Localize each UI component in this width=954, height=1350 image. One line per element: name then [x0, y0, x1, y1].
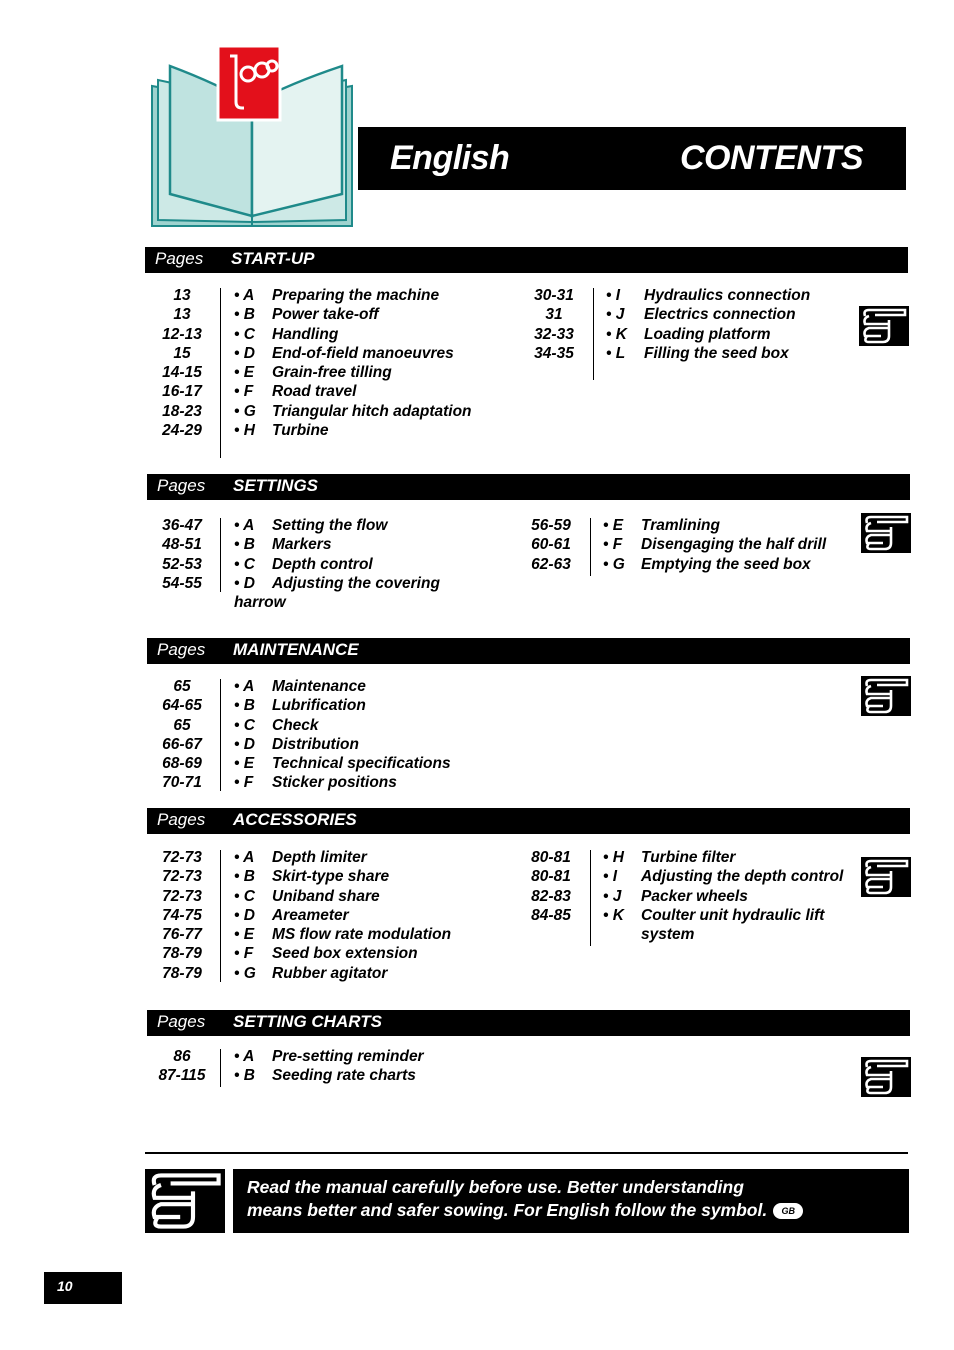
toc-letter: • E — [234, 364, 255, 382]
toc-text: Adjusting the depth control — [641, 868, 844, 886]
page-number — [44, 1272, 122, 1304]
toc-pages: 72-73 — [162, 887, 202, 905]
toc-pages: 80-81 — [531, 849, 571, 866]
toc-entry[interactable] — [234, 887, 451, 906]
toc-text: Tramlining — [641, 517, 720, 534]
toc-text: Depth limiter — [272, 849, 367, 866]
toc-entry[interactable] — [234, 516, 440, 535]
toc-pages: 62-63 — [531, 555, 571, 573]
toc-pages: 76-77 — [162, 926, 202, 944]
page-number-text: 10 — [57, 1278, 73, 1294]
toc-pages: 13 — [173, 306, 191, 324]
toc-text: Packer wheels — [641, 887, 748, 905]
toc-text: Lubrification — [272, 697, 366, 715]
toc-pages: 68-69 — [162, 755, 202, 773]
footer-line-1: Read the manual carefully before use. Better understanding — [247, 1177, 744, 1197]
entries-column — [234, 516, 440, 612]
toc-text: Uniband share — [272, 887, 380, 905]
toc-entry[interactable] — [234, 925, 451, 944]
toc-pages: 32-33 — [534, 325, 574, 343]
column-divider — [220, 850, 221, 982]
toc-text: Check — [272, 716, 319, 734]
toc-entry[interactable] — [234, 325, 472, 344]
toc-pages: 65 — [173, 678, 191, 695]
toc-pages: 54-55 — [162, 574, 202, 592]
toc-pages: 74-75 — [162, 906, 202, 924]
toc-letter: • G — [234, 964, 256, 982]
toc-text: Rubber agitator — [272, 964, 388, 982]
toc-letter: • D — [234, 344, 255, 362]
toc-letter: • E — [234, 926, 255, 944]
column-divider — [220, 1049, 221, 1087]
toc-pages: 65 — [173, 716, 191, 734]
section-header-accessories — [147, 808, 910, 834]
pages-label: Pages — [157, 810, 206, 829]
column-divider — [220, 288, 221, 458]
toc-letter: • D — [234, 906, 255, 924]
pages-label: Pages — [157, 640, 206, 659]
toc-pages: 72-73 — [162, 868, 202, 886]
toc-text: Seeding rate charts — [272, 1067, 416, 1085]
toc-pages: 31 — [545, 306, 563, 324]
pages-column — [152, 677, 212, 793]
toc-letter: • A — [234, 1048, 255, 1065]
toc-pages: 16-17 — [162, 383, 202, 401]
toc-entry[interactable] — [606, 344, 810, 363]
toc-entry[interactable] — [234, 363, 472, 382]
toc-letter: • E — [603, 517, 624, 534]
entries-column — [606, 286, 810, 363]
toc-entry[interactable] — [234, 1066, 424, 1085]
toc-text-continuation: system — [641, 926, 695, 944]
toc-text: MS flow rate modulation — [272, 926, 452, 944]
toc-entry[interactable] — [234, 773, 451, 792]
toc-pages: 56-59 — [531, 517, 571, 534]
toc-entry[interactable] — [234, 305, 472, 324]
toc-letter: • B — [234, 697, 255, 715]
section-title: SETTING CHARTS — [233, 1012, 382, 1031]
toc-entry[interactable] — [234, 286, 472, 305]
toc-text: Power take-off — [272, 306, 379, 324]
toc-entry[interactable] — [603, 887, 843, 906]
toc-pages: 80-81 — [531, 868, 571, 886]
toc-entry[interactable] — [606, 286, 810, 305]
toc-letter: • I — [603, 868, 618, 886]
toc-text: Handling — [272, 325, 339, 343]
section-header-startup — [145, 247, 908, 273]
pages-column — [152, 516, 212, 593]
toc-letter: • H — [603, 849, 624, 866]
entries-column — [234, 1047, 424, 1086]
toc-text: Technical specifications — [272, 755, 451, 773]
toc-text: Coulter unit hydraulic lift — [641, 906, 825, 924]
toc-text-continuation: harrow — [234, 594, 286, 612]
toc-text: Pre-setting reminder — [272, 1048, 424, 1065]
toc-text: Loading platform — [644, 325, 771, 343]
toc-entry[interactable] — [603, 848, 843, 867]
toc-pages: 34-35 — [534, 344, 574, 362]
toc-letter: • F — [234, 945, 254, 963]
toc-entry[interactable] — [234, 735, 451, 754]
toc-entry[interactable] — [234, 754, 451, 773]
toc-text: Sticker positions — [272, 774, 397, 792]
page-title: CONTENTS — [680, 139, 863, 177]
toc-text: Distribution — [272, 735, 359, 753]
toc-text: Emptying the seed box — [641, 555, 811, 573]
toc-letter: • B — [234, 536, 255, 554]
toc-letter: • L — [606, 344, 626, 362]
toc-letter: • A — [234, 287, 255, 304]
pages-label: Pages — [155, 249, 204, 268]
toc-pages: 66-67 — [162, 735, 202, 753]
toc-letter: • C — [234, 555, 255, 573]
toc-letter: • A — [234, 678, 255, 695]
toc-pages: 12-13 — [162, 325, 202, 343]
section-header-setting-charts — [147, 1010, 910, 1036]
toc-letter: • K — [606, 325, 627, 343]
pages-label: Pages — [157, 1012, 206, 1031]
toc-text: Areameter — [272, 906, 349, 924]
toc-entry[interactable] — [234, 555, 440, 574]
pointing-hand-icon — [861, 676, 911, 716]
toc-entry[interactable] — [234, 696, 451, 715]
toc-entry[interactable] — [606, 305, 810, 324]
toc-letter: • C — [234, 716, 255, 734]
toc-pages: 64-65 — [162, 697, 202, 715]
toc-text: Preparing the machine — [272, 287, 440, 304]
toc-pages: 86 — [173, 1048, 191, 1065]
gb-badge-icon: GB — [773, 1203, 803, 1219]
toc-text: Turbine — [272, 422, 329, 440]
column-divider — [220, 518, 221, 592]
toc-text: Adjusting the covering — [272, 574, 440, 592]
entries-column — [234, 848, 451, 983]
entries-column — [234, 286, 472, 440]
toc-text: Markers — [272, 536, 332, 554]
toc-entry[interactable] — [234, 944, 451, 963]
toc-text: End-of-field manoeuvres — [272, 344, 454, 362]
toc-entry[interactable] — [234, 677, 451, 696]
pointing-hand-icon — [145, 1169, 225, 1233]
toc-entry[interactable] — [234, 906, 451, 925]
toc-letter: • B — [234, 868, 255, 886]
toc-letter: • D — [234, 735, 255, 753]
toc-pages: 82-83 — [531, 887, 571, 905]
toc-pages: 15 — [173, 344, 191, 362]
toc-text: Seed box extension — [272, 945, 418, 963]
toc-entry[interactable] — [234, 382, 472, 401]
toc-text: Depth control — [272, 555, 373, 573]
entries-column — [603, 516, 826, 574]
toc-pages: 87-115 — [158, 1067, 206, 1085]
toc-letter: • B — [234, 306, 255, 324]
toc-entry[interactable] — [234, 716, 451, 735]
toc-letter: • C — [234, 887, 255, 905]
toc-text: Filling the seed box — [644, 344, 789, 362]
toc-pages: 70-71 — [162, 774, 202, 792]
footer-line-2-text: means better and safer sowing. For English follow the symbol. — [247, 1200, 768, 1220]
pages-column — [521, 848, 581, 925]
pages-column — [524, 286, 584, 363]
toc-entry[interactable] — [603, 906, 843, 925]
toc-letter: • C — [234, 325, 255, 343]
pointing-hand-icon — [861, 857, 911, 897]
toc-entry[interactable] — [603, 535, 826, 554]
toc-letter: • G — [603, 555, 625, 573]
toc-text: Road travel — [272, 383, 357, 401]
toc-entry[interactable] — [603, 516, 826, 535]
toc-letter: • A — [234, 517, 255, 534]
section-header-settings — [147, 474, 910, 500]
section-title: SETTINGS — [233, 476, 319, 495]
toc-entry[interactable] — [234, 964, 451, 983]
toc-entry[interactable] — [234, 867, 451, 886]
pages-column — [152, 1047, 212, 1086]
footer-line-2 — [247, 1200, 803, 1221]
column-divider — [593, 288, 594, 380]
toc-entry[interactable] — [234, 535, 440, 554]
footer-divider — [145, 1152, 908, 1154]
toc-text: Electrics connection — [644, 306, 796, 324]
title-bar — [358, 127, 906, 190]
toc-letter: • J — [606, 306, 625, 324]
toc-pages: 30-31 — [534, 287, 574, 304]
toc-letter: • K — [603, 906, 624, 924]
toc-entry-continuation — [603, 925, 843, 944]
toc-letter: • A — [234, 849, 255, 866]
toc-text: Grain-free tilling — [272, 364, 392, 382]
toc-pages: 13 — [173, 287, 191, 304]
open-book-logo-icon — [148, 44, 356, 230]
toc-entry[interactable] — [603, 867, 843, 886]
toc-pages: 14-15 — [162, 364, 202, 382]
toc-letter: • F — [234, 383, 254, 401]
toc-entry[interactable] — [234, 574, 440, 593]
toc-entry[interactable] — [234, 421, 472, 440]
section-title: MAINTENANCE — [233, 640, 359, 659]
toc-pages: 78-79 — [162, 964, 202, 982]
toc-entry[interactable] — [234, 344, 472, 363]
pages-column — [152, 848, 212, 983]
pointing-hand-icon — [859, 306, 909, 346]
toc-letter: • D — [234, 574, 255, 592]
pointing-hand-icon — [861, 513, 911, 553]
column-divider — [590, 850, 591, 946]
toc-entry[interactable] — [606, 325, 810, 344]
toc-text: Disengaging the half drill — [641, 536, 827, 554]
toc-pages: 36-47 — [162, 517, 202, 534]
toc-entry[interactable] — [234, 1047, 424, 1066]
toc-text: Triangular hitch adaptation — [272, 402, 472, 420]
toc-pages: 72-73 — [162, 849, 202, 866]
footer-notice — [233, 1169, 909, 1233]
toc-entry[interactable] — [603, 555, 826, 574]
toc-pages: 24-29 — [162, 422, 202, 440]
toc-pages: 60-61 — [531, 536, 571, 554]
pages-column — [152, 286, 212, 440]
toc-text: Maintenance — [272, 678, 366, 695]
toc-pages: 78-79 — [162, 945, 202, 963]
toc-text: Skirt-type share — [272, 868, 390, 886]
toc-letter: • G — [234, 402, 256, 420]
toc-letter: • J — [603, 887, 622, 905]
toc-letter: • F — [603, 536, 623, 554]
toc-entry[interactable] — [234, 848, 451, 867]
toc-text: Hydraulics connection — [644, 287, 811, 304]
column-divider — [220, 679, 221, 791]
toc-letter: • E — [234, 755, 255, 773]
toc-letter: • H — [234, 422, 255, 440]
pages-label: Pages — [157, 476, 206, 495]
entries-column — [234, 677, 451, 793]
pages-column — [521, 516, 581, 574]
toc-letter: • B — [234, 1067, 255, 1085]
section-title: START-UP — [231, 249, 315, 268]
toc-pages: 84-85 — [531, 906, 571, 924]
pointing-hand-icon — [861, 1057, 911, 1097]
toc-entry[interactable] — [234, 402, 472, 421]
toc-pages: 18-23 — [162, 402, 202, 420]
toc-letter: • I — [606, 287, 621, 304]
toc-text: Setting the flow — [272, 517, 388, 534]
column-divider — [590, 518, 591, 576]
section-header-maintenance — [147, 638, 910, 664]
toc-pages: 52-53 — [162, 555, 202, 573]
section-title: ACCESSORIES — [233, 810, 357, 829]
toc-letter: • F — [234, 774, 254, 792]
toc-text: Turbine filter — [641, 849, 736, 866]
language-title: English — [390, 139, 510, 177]
entries-column — [603, 848, 843, 944]
toc-pages: 48-51 — [162, 536, 202, 554]
